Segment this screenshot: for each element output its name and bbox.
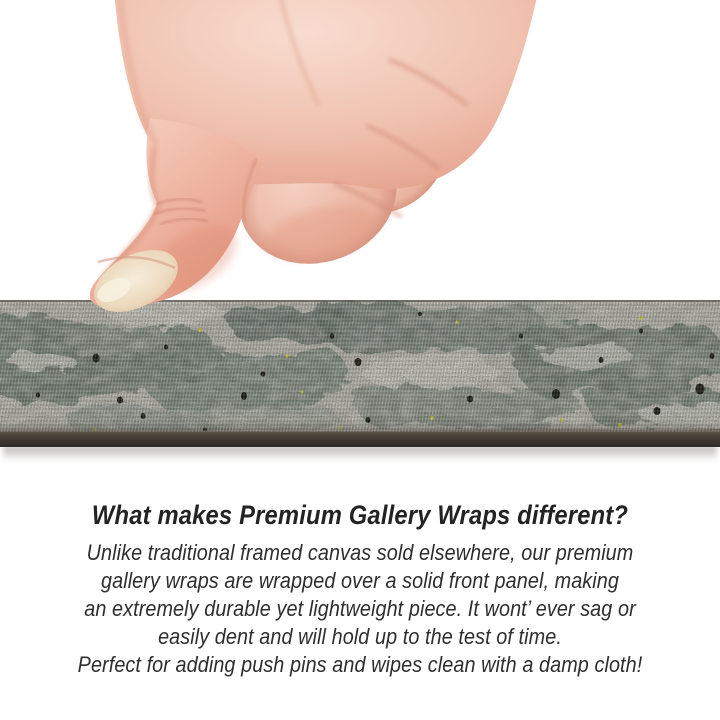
canvas-grain	[0, 300, 720, 433]
caption	[43, 500, 677, 679]
hand-photo	[0, 0, 720, 312]
caption-heading: What makes Premium Gallery Wraps different?	[91, 500, 629, 530]
caption-line-5: Perfect for adding push pins and wipes clean with a damp cloth!	[77, 652, 643, 677]
hand-illustration	[0, 0, 720, 312]
canvas-under-edge	[0, 429, 720, 447]
caption-line-3: an extremely durable yet lightweight piece. It wont’ ever sag or	[84, 596, 636, 621]
caption-line-2: gallery wraps are wrapped over a solid front panel, making	[101, 568, 619, 593]
caption-line-1: Unlike traditional framed canvas sold elsewhere, our premium	[86, 540, 634, 565]
canvas-edge-photo	[0, 300, 720, 447]
caption-line-4: easily dent and will hold up to the test of time.	[158, 624, 562, 649]
drop-shadow	[3, 446, 717, 461]
canvas-edge-texture	[0, 300, 720, 447]
